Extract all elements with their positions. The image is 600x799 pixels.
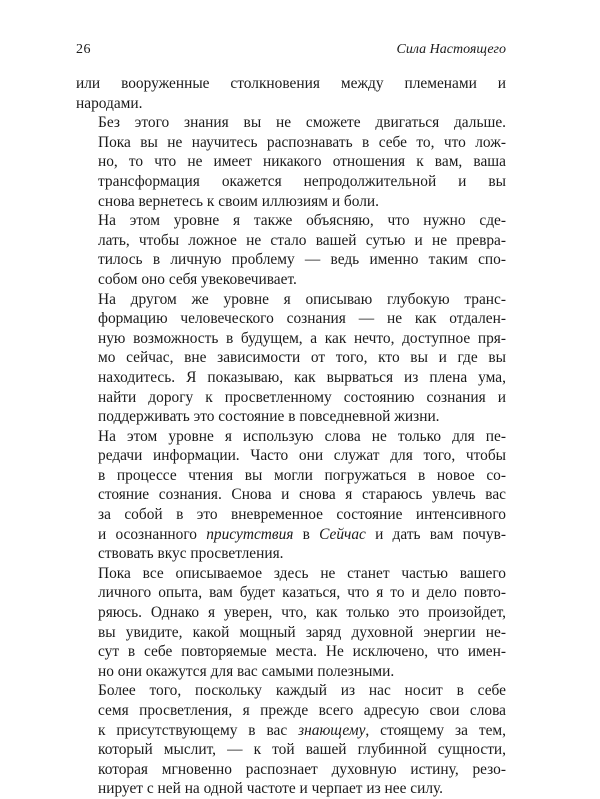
text-line: На этом уровне я использую слова не только для пе-	[98, 427, 506, 445]
text-line: к присутствующему в вас знающему, стоящему за тем,	[98, 721, 507, 739]
text-line: который мыслит, — к той вашей глубинной сущности,	[98, 741, 506, 759]
text-line: На другом же уровне я описываю глубокую транс-	[98, 290, 506, 308]
paragraph	[76, 113, 506, 211]
text-line: трансформация окажется непродолжительной и вы	[98, 172, 506, 190]
text-line: тилось в личную проблему — ведь именно таким спо-	[98, 251, 506, 269]
text-line: в процессе чтения вы могли погружаться в новое со-	[98, 466, 506, 484]
text-line: вы увидите, какой мощный заряд духовной энергии не-	[98, 623, 506, 641]
page-number: 26	[76, 42, 91, 57]
text-line: Более того, поскольку каждый из нас носит в себе	[98, 682, 506, 700]
text-line: На этом уровне я также объясняю, что нужно сде-	[98, 212, 506, 230]
text-line: формацию человеческого сознания — не как отдален-	[98, 310, 506, 328]
text-line: поддерживать это состояние в повседневной жизни.	[98, 408, 440, 426]
paragraph	[76, 211, 506, 289]
text-line: но, то что не имеет никакого отношения к вам, ваша	[98, 153, 506, 171]
text-line: лать, чтобы ложное не стало вашей сутью и не преврa-	[98, 231, 506, 249]
text-line: найти дорогу к просветленному состоянию сознания и	[98, 388, 506, 406]
text-line: семя просветления, я прежде всего адресую свои слова	[98, 702, 506, 719]
paragraph	[76, 74, 506, 113]
emphasis: знающему	[298, 721, 366, 739]
paragraph	[76, 427, 506, 564]
paragraph	[76, 681, 506, 799]
text-line: за собой в это вневременное состояние интенсивного	[98, 506, 506, 524]
text-line: ствовать вкус просветления.	[98, 545, 284, 563]
text-line: Пока все описываемое здесь не станет частью вашего	[98, 564, 506, 582]
text-line: или вооруженные столкновения между племенами и	[76, 75, 506, 92]
text-line: ряюсь. Однако я уверен, что, как только это произойдет,	[98, 604, 506, 622]
text-line: находитесь. Я показываю, как вырваться из плена ума,	[98, 368, 506, 386]
text-line: сут в себе повторяемые места. Не исключено, что имен-	[98, 643, 506, 661]
text-line: собом оно себя увековечивает.	[98, 270, 297, 288]
text-line: стояние сознания. Снова и снова я стараюсь увлечь вас	[98, 486, 506, 504]
text-line: Без этого знания вы не сможете двигаться дальше.	[98, 114, 506, 132]
text-line: редачи информации. Часто они служат для того, чтобы	[98, 447, 506, 465]
emphasis: Сейчас	[319, 525, 366, 543]
text-line: личного опыта, вам будет казаться, что я то и дело повто-	[98, 584, 506, 602]
paragraph	[76, 290, 506, 427]
text-line: но они окажутся для вас самыми полезными.	[98, 662, 395, 680]
text-line: которая мгновенно распознает духовную истину, резо-	[98, 760, 506, 778]
text-line: нирует с ней на одной частоте и черпает из нее силу.	[98, 780, 444, 798]
text-line: ную возможность в будущем, а как нечто, доступное пря-	[98, 329, 506, 347]
text-line: Пока вы не научитесь распознавать в себе то, что лож-	[98, 133, 506, 151]
text-line: и осознанного присутствия в Сейчас и дать вам почув-	[98, 525, 506, 543]
running-header	[76, 42, 506, 62]
book-title: Сила Настоящего	[396, 42, 506, 57]
text-line: народами.	[76, 94, 143, 112]
text-line: мо сейчас, вне зависимости от того, кто вы и где вы	[98, 349, 506, 367]
body-text	[76, 74, 506, 799]
text-line: снова вернетесь к своим иллюзиям и боли.	[98, 192, 379, 210]
paragraph	[76, 564, 506, 682]
emphasis: присутствия	[206, 525, 294, 543]
